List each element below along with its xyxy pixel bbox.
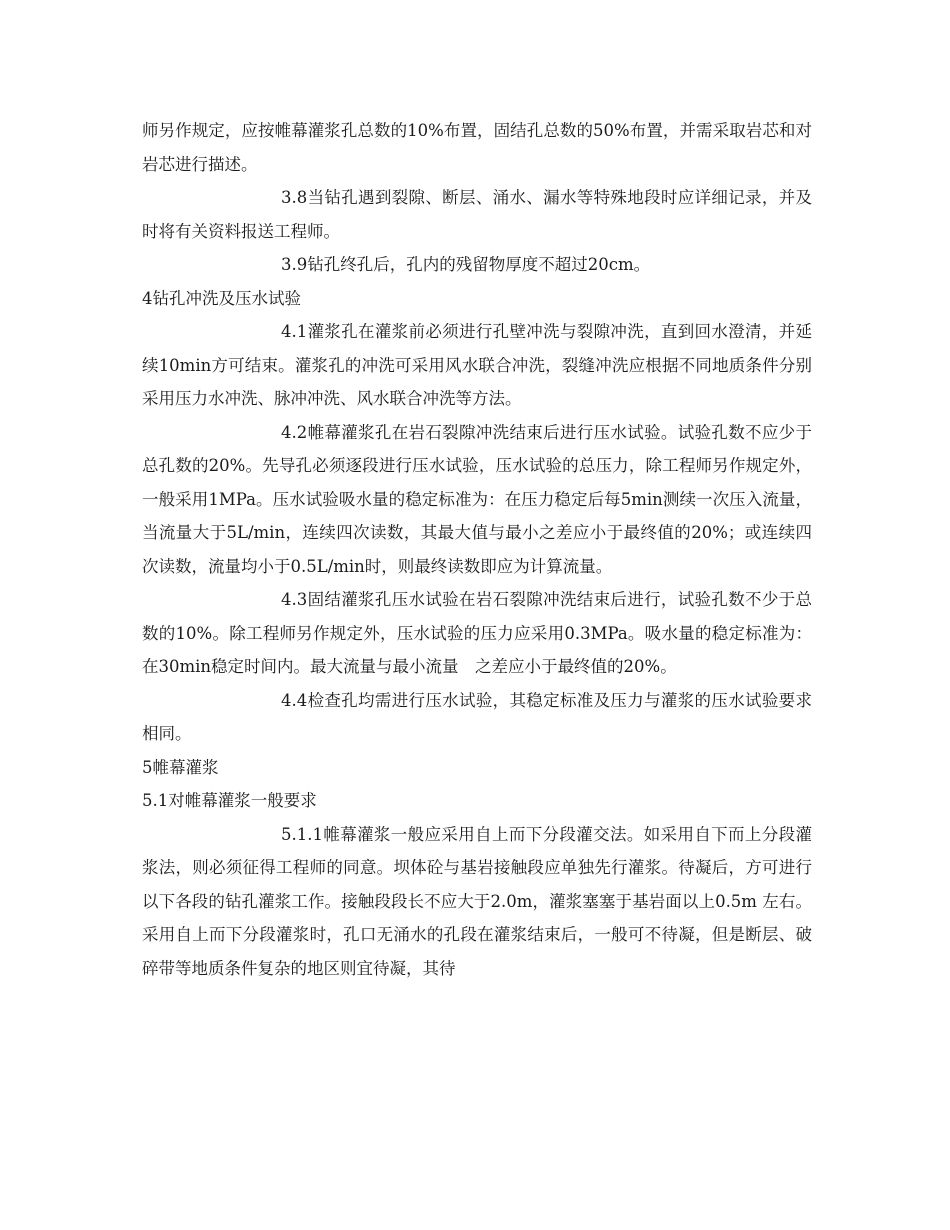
paragraph-4-4: 4.4检查孔均需进行压水试验，其稳定标准及压力与灌浆的压水试验要求相同。 bbox=[142, 690, 812, 743]
paragraph-4-1: 4.1灌浆孔在灌浆前必须进行孔壁冲洗与裂隙冲洗，直到回水澄清，并延续10min方可结束。灌浆孔的冲洗可采用风水联合冲洗，裂缝冲洗应根据不同地质条件分别采用压力水冲洗、脉冲冲洗、风水联合冲洗等方法。 bbox=[142, 322, 812, 408]
paragraph-continuation: 师另作规定，应按帷幕灌浆孔总数的10%布置，固结孔总数的50%布置，并需采取岩芯和对岩芯进行描述。 bbox=[142, 121, 812, 174]
section-heading-5-1: 5.1对帷幕灌浆一般要求 bbox=[142, 791, 317, 810]
section-heading-4: 4钻孔冲洗及压水试验 bbox=[142, 288, 301, 308]
paragraph-4-2: 4.2帷幕灌浆孔在岩石裂隙冲洗结束后进行压水试验。试验孔数不应少于总孔数的20%。先导孔必须逐段进行压水试验，压水试验的总压力，除工程师另作规定外，一般采用1MPa。压水试验吸水量的稳定标准为：在压力稳定后每5min测续一次压入流量，当流量大于5L/min，连续四次读数，其最大值与最小之差应小于最终值的20%；或连续四次读数，流量均小于0.5L/min时，则最终读数即应为计算流量。 bbox=[142, 422, 812, 576]
paragraph-5-1-1: 5.1.1帷幕灌浆一般应采用自上而下分段灌交法。如采用自下而上分段灌浆法，则必须征得工程师的同意。坝体砼与基岩接触段应单独先行灌浆。待凝后，方可进行以下各段的钻孔灌浆工作。接触段段长不应大于2.0m，灌浆塞塞于基岩面以上0.5m 左右。采用自上而下分段灌浆时，孔口无涌水的孔段在灌浆结束后，一般可不待凝，但是断层、破碎带等地质条件复杂的地区则宜待凝，其待 bbox=[142, 824, 812, 978]
paragraph-4-3: 4.3固结灌浆孔压水试验在岩石裂隙冲洗结束后进行，试验孔数不少于总数的10%。除工程师另作规定外，压水试验的压力应采用0.3MPa。吸水量的稳定标准为：在30min稳定时间内。最大流量与最小流量 之差应小于最终值的20%。 bbox=[142, 590, 812, 676]
document-body bbox=[142, 114, 812, 985]
paragraph-3-9: 3.9钻孔终孔后，孔内的残留物厚度不超过20cm。 bbox=[281, 255, 651, 274]
section-heading-5: 5帷幕灌浆 bbox=[142, 757, 219, 777]
paragraph-3-8: 3.8当钻孔遇到裂隙、断层、涌水、漏水等特殊地段时应详细记录，并及时将有关资料报送工程师。 bbox=[142, 188, 812, 241]
